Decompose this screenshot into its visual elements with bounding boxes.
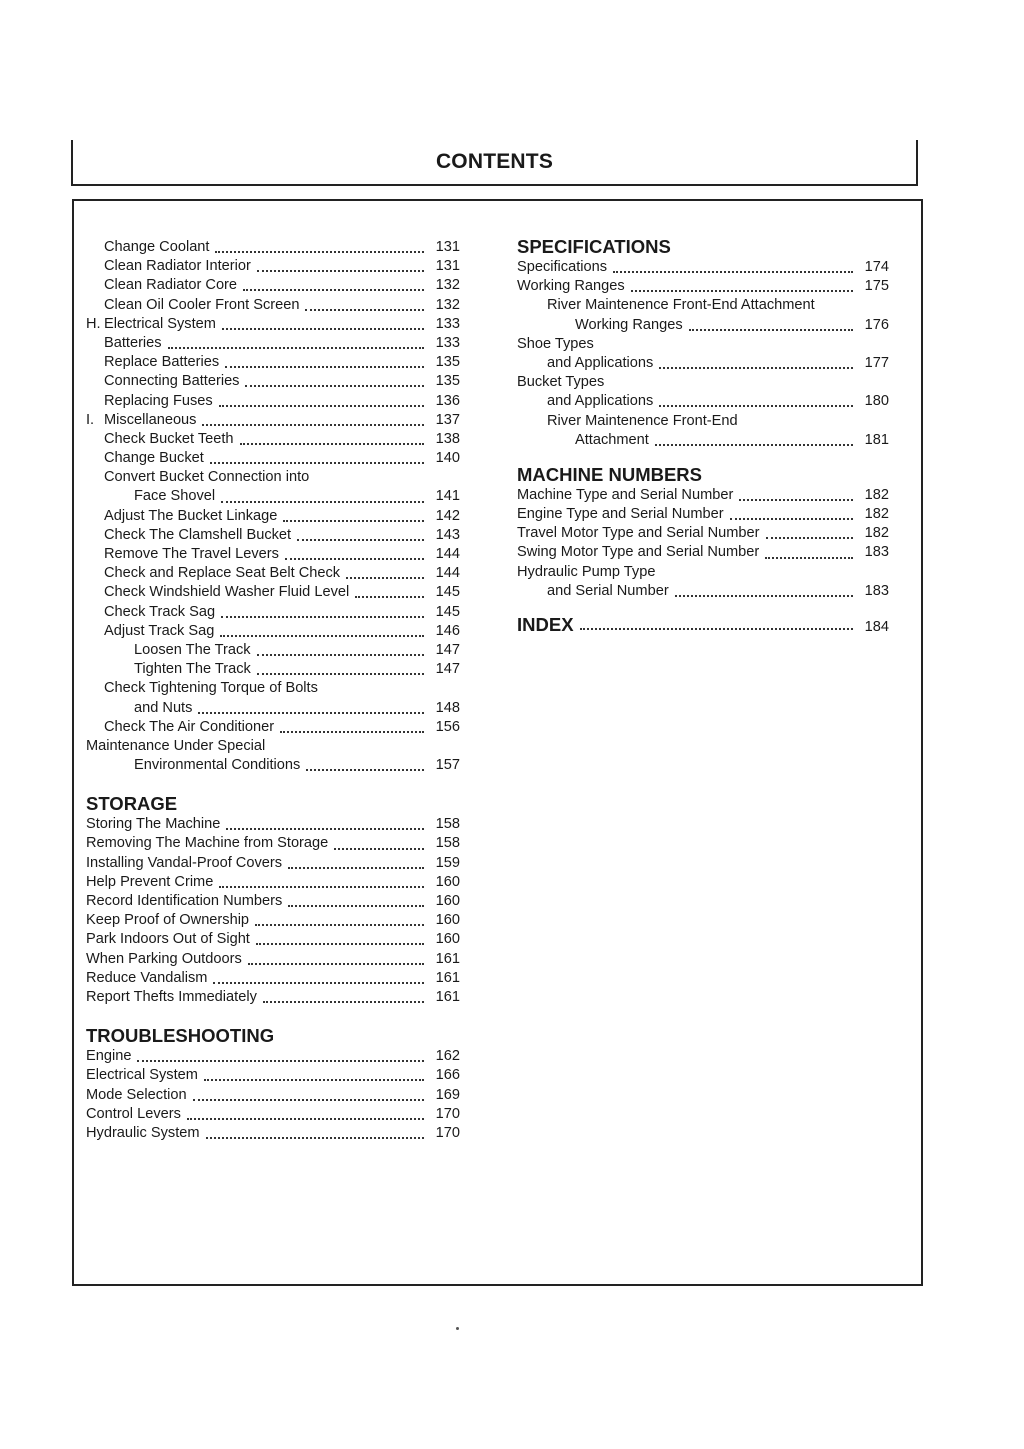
toc-entry[interactable]: Replace Batteries 135 — [104, 354, 460, 371]
dot-leader — [613, 271, 853, 273]
toc-entry[interactable]: Engine Type and Serial Number 182 — [517, 506, 889, 523]
dot-leader — [226, 828, 424, 830]
dot-leader — [288, 905, 424, 907]
toc-entry[interactable]: Clean Radiator Interior 131 — [104, 258, 460, 275]
dot-leader — [655, 444, 853, 446]
toc-entry[interactable]: H. Electrical System 133 — [86, 315, 460, 332]
toc-entry[interactable]: Batteries 133 — [104, 334, 460, 351]
toc-entry[interactable]: Working Ranges 175 — [517, 278, 889, 295]
page-title: CONTENTS — [435, 150, 554, 173]
dot-leader — [283, 520, 424, 522]
dot-leader — [257, 654, 424, 656]
toc-entry[interactable]: Help Prevent Crime 160 — [86, 873, 460, 890]
toc-entry[interactable]: Adjust Track Sag 146 — [104, 622, 460, 639]
dot-leader — [221, 616, 424, 618]
dot-leader — [659, 367, 853, 369]
toc-entry[interactable]: Check and Replace Seat Belt Check 144 — [104, 565, 460, 582]
toc-entry[interactable]: Check The Air Conditioner 156 — [104, 718, 460, 735]
dot-leader — [689, 329, 853, 331]
toc-entry[interactable]: Engine 162 — [86, 1048, 460, 1065]
dot-leader — [193, 1099, 424, 1101]
dot-leader — [739, 499, 853, 501]
toc-entry[interactable]: Shoe Types — [517, 335, 594, 352]
toc-entry[interactable]: Installing Vandal-Proof Covers 159 — [86, 854, 460, 871]
toc-entry[interactable]: Machine Type and Serial Number 182 — [517, 486, 889, 503]
toc-entry[interactable]: and Applications 177 — [547, 354, 889, 371]
toc-entry[interactable]: Removing The Machine from Storage 158 — [86, 835, 460, 852]
dot-leader — [225, 366, 424, 368]
dot-leader — [580, 628, 853, 630]
header-box — [71, 140, 918, 186]
toc-entry[interactable]: River Maintenence Front-End Attachment — [547, 297, 815, 314]
dot-leader — [204, 1079, 424, 1081]
toc-entry[interactable]: Control Levers 170 — [86, 1105, 460, 1122]
toc-entry[interactable]: Tighten The Track 147 — [134, 661, 460, 678]
section-heading-machine-numbers: MACHINE NUMBERS — [517, 463, 702, 485]
toc-entry[interactable]: Face Shovel 141 — [134, 488, 460, 505]
dot-leader — [221, 501, 424, 503]
toc-entry[interactable]: Working Ranges 176 — [575, 316, 889, 333]
toc-entry[interactable]: Attachment 181 — [575, 431, 889, 448]
dot-leader — [346, 577, 424, 579]
dot-leader — [255, 924, 424, 926]
scan-speck — [456, 1327, 459, 1330]
dot-leader — [219, 405, 424, 407]
dot-leader — [187, 1118, 424, 1120]
toc-entry[interactable]: Clean Oil Cooler Front Screen 132 — [104, 296, 460, 313]
section-heading-storage: STORAGE — [86, 793, 178, 815]
toc-entry[interactable]: Environmental Conditions 157 — [134, 757, 460, 774]
toc-entry[interactable]: Report Thefts Immediately 161 — [86, 988, 460, 1005]
dot-leader — [215, 251, 424, 253]
toc-entry[interactable]: Connecting Batteries 135 — [104, 373, 460, 390]
dot-leader — [355, 596, 424, 598]
dot-leader — [248, 963, 424, 965]
dot-leader — [220, 635, 424, 637]
dot-leader — [245, 385, 424, 387]
toc-entry[interactable]: Hydraulic System 170 — [86, 1124, 460, 1141]
left-column — [86, 238, 460, 1143]
dot-leader — [297, 539, 424, 541]
toc-entry[interactable]: Reduce Vandalism 161 — [86, 969, 460, 986]
dot-leader — [334, 848, 424, 850]
toc-entry[interactable]: and Nuts 148 — [134, 699, 460, 716]
toc-entry[interactable]: and Serial Number 183 — [547, 582, 889, 599]
dot-leader — [306, 769, 424, 771]
section-heading-troubleshooting: TROUBLESHOOTING — [86, 1025, 275, 1047]
toc-entry-index[interactable]: INDEX 184 — [517, 614, 889, 635]
toc-entry[interactable]: I. Miscellaneous 137 — [86, 411, 460, 428]
toc-entry[interactable]: Check Bucket Teeth 138 — [104, 430, 460, 447]
dot-leader — [137, 1060, 424, 1062]
toc-entry[interactable]: Replacing Fuses 136 — [104, 392, 460, 409]
toc-entry[interactable]: Swing Motor Type and Serial Number 183 — [517, 544, 889, 561]
dot-leader — [168, 347, 424, 349]
dot-leader — [257, 673, 424, 675]
toc-entry[interactable]: Convert Bucket Connection into — [104, 469, 310, 486]
dot-leader — [219, 886, 424, 888]
dot-leader — [280, 731, 424, 733]
toc-entry[interactable]: Check Tightening Torque of Bolts — [104, 680, 318, 697]
toc-entry[interactable]: Mode Selection 169 — [86, 1086, 460, 1103]
toc-entry[interactable]: Park Indoors Out of Sight 160 — [86, 931, 460, 948]
toc-entry[interactable]: Electrical System 166 — [86, 1067, 460, 1084]
dot-leader — [202, 424, 424, 426]
dot-leader — [288, 867, 424, 869]
dot-leader — [210, 462, 424, 464]
dot-leader — [765, 557, 853, 559]
dot-leader — [206, 1137, 424, 1139]
section-heading-specifications: SPECIFICATIONS — [517, 236, 671, 257]
right-column — [517, 236, 889, 634]
toc-entry[interactable]: Change Coolant 131 — [104, 239, 460, 255]
toc-entry[interactable]: Remove The Travel Levers 144 — [104, 546, 460, 562]
toc-entry[interactable]: and Applications 180 — [547, 393, 889, 410]
dot-leader — [659, 405, 853, 407]
dot-leader — [257, 270, 424, 272]
toc-entry[interactable]: Specifications 174 — [517, 259, 889, 275]
dot-leader — [730, 518, 853, 520]
toc-entry[interactable]: Hydraulic Pump Type — [517, 563, 656, 580]
toc-entry[interactable]: Record Identification Numbers 160 — [86, 893, 460, 909]
dot-leader — [766, 537, 853, 539]
toc-entry[interactable]: Check Windshield Washer Fluid Level 145 — [104, 584, 460, 601]
toc-entry[interactable]: When Parking Outdoors 161 — [86, 950, 460, 967]
toc-entry[interactable]: Clean Radiator Core 132 — [104, 277, 460, 294]
dot-leader — [198, 712, 424, 714]
dot-leader — [305, 309, 424, 311]
dot-leader — [285, 558, 424, 560]
toc-entry[interactable]: Loosen The Track 147 — [134, 641, 460, 658]
toc-entry[interactable]: River Maintenence Front-End — [547, 412, 738, 429]
toc-entry[interactable]: Check The Clamshell Bucket 143 — [104, 526, 460, 543]
dot-leader — [222, 328, 424, 330]
dot-leader — [243, 289, 424, 291]
toc-entry[interactable]: Change Bucket 140 — [104, 450, 460, 467]
dot-leader — [240, 443, 424, 445]
dot-leader — [631, 290, 853, 292]
dot-leader — [256, 943, 424, 945]
toc-entry[interactable]: Keep Proof of Ownership 160 — [86, 912, 460, 929]
toc-entry[interactable]: Maintenance Under Special — [86, 737, 266, 754]
dot-leader — [263, 1001, 424, 1003]
toc-entry[interactable]: Bucket Types — [517, 374, 605, 391]
dot-leader — [213, 982, 424, 984]
toc-entry[interactable]: Storing The Machine 158 — [86, 816, 460, 833]
toc-entry[interactable]: Check Track Sag 145 — [104, 603, 460, 620]
toc-entry[interactable]: Adjust The Bucket Linkage 142 — [104, 507, 460, 524]
dot-leader — [675, 595, 853, 597]
toc-entry[interactable]: Travel Motor Type and Serial Number 182 — [517, 525, 889, 542]
